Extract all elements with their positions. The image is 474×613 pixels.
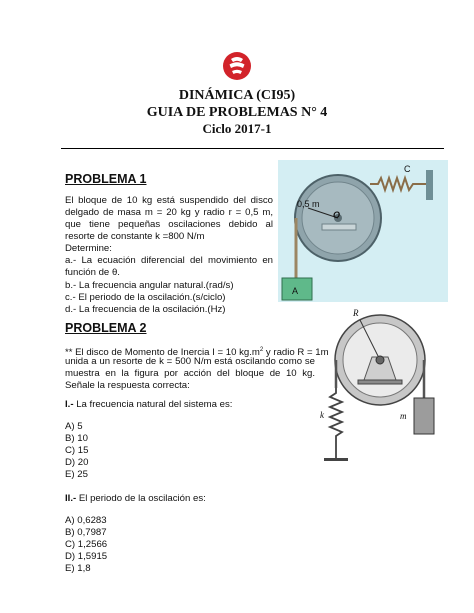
q2-option-a: A) 0,6283 [65, 515, 107, 526]
q1-option-d: D) 20 [65, 457, 89, 468]
problem1-figure [278, 160, 448, 302]
fig2-spring-label: k [320, 410, 324, 420]
q1-option-e: E) 25 [65, 469, 88, 480]
problem2-title: PROBLEMA 2 [65, 321, 147, 335]
problem2-q2-prefix: II.- [65, 493, 77, 504]
q2-option-c: C) 1,2566 [65, 539, 108, 550]
q2-option-b: B) 0,7987 [65, 527, 107, 538]
problem2-q1-text: La frecuencia natural del sistema es: [73, 399, 233, 410]
problem1-item-b: b.- La frecuencia angular natural.(rad/s) [65, 280, 234, 291]
fig1-center-label: O [333, 210, 341, 220]
cycle-title: Ciclo 2017-1 [202, 121, 272, 136]
problem2-q1 [65, 399, 232, 411]
problem1-item-c: c.- El periodo de la oscilación.(s/ciclo) [65, 292, 226, 303]
fig1-spring-label: C [404, 164, 411, 174]
wall-bracket [426, 170, 433, 200]
problem1-item-d: d.- La frecuencia de la oscilación.(Hz) [65, 304, 226, 315]
problem1-item-a: a.- La ecuación diferencial del movimiento en función de θ. [65, 255, 273, 279]
spring-k [330, 388, 342, 458]
problem2-figure [320, 305, 450, 470]
q1-option-b: B) 10 [65, 433, 88, 444]
problem2-statement-sup: 2 [259, 347, 264, 353]
fig2-mass-label: m [400, 411, 407, 421]
fig1-radius-label: 0,5 m [297, 199, 320, 209]
q1-option-c: C) 15 [65, 445, 89, 456]
university-logo [222, 50, 252, 82]
problem2-q2-text: El periodo de la oscilación es: [76, 493, 206, 504]
guide-title: GUIA DE PROBLEMAS N° 4 [146, 105, 328, 120]
problem2-statement-l1-a: ** El disco de Momento de Inercia I = 10 kg.m [65, 347, 260, 359]
problem1-statement: El bloque de 10 kg está suspendido del disco delgado de masa m = 20 kg y radio r = 0,5 m, que tiene pequeñas oscilaciones debido al resorte de constante k =800 N/m [65, 195, 273, 243]
mass-block [414, 398, 434, 434]
problem2-q2 [65, 493, 206, 505]
problem2-q1-prefix: I.- [65, 399, 74, 410]
problem1-title: PROBLEMA 1 [65, 172, 147, 186]
ground [324, 458, 348, 461]
problem1-determine: Determine: [65, 243, 112, 254]
q2-option-d: D) 1,5915 [65, 551, 108, 562]
fig2-radius-label: R [353, 308, 359, 318]
course-title: DINÁMICA (CI95) [178, 88, 296, 103]
header-divider [61, 148, 444, 149]
q1-option-a: A) 5 [65, 421, 83, 432]
problem2-statement-l1-b: y radio R = 1m [263, 347, 329, 359]
q2-option-e: E) 1,8 [65, 563, 91, 574]
fig1-block-label: A [292, 286, 299, 296]
problem2-statement-rest: unida a un resorte de k = 500 N/m está oscilando como se muestra en la figura por acción del bloque de 10 kg. Señale la respuesta correcta: [65, 356, 315, 392]
